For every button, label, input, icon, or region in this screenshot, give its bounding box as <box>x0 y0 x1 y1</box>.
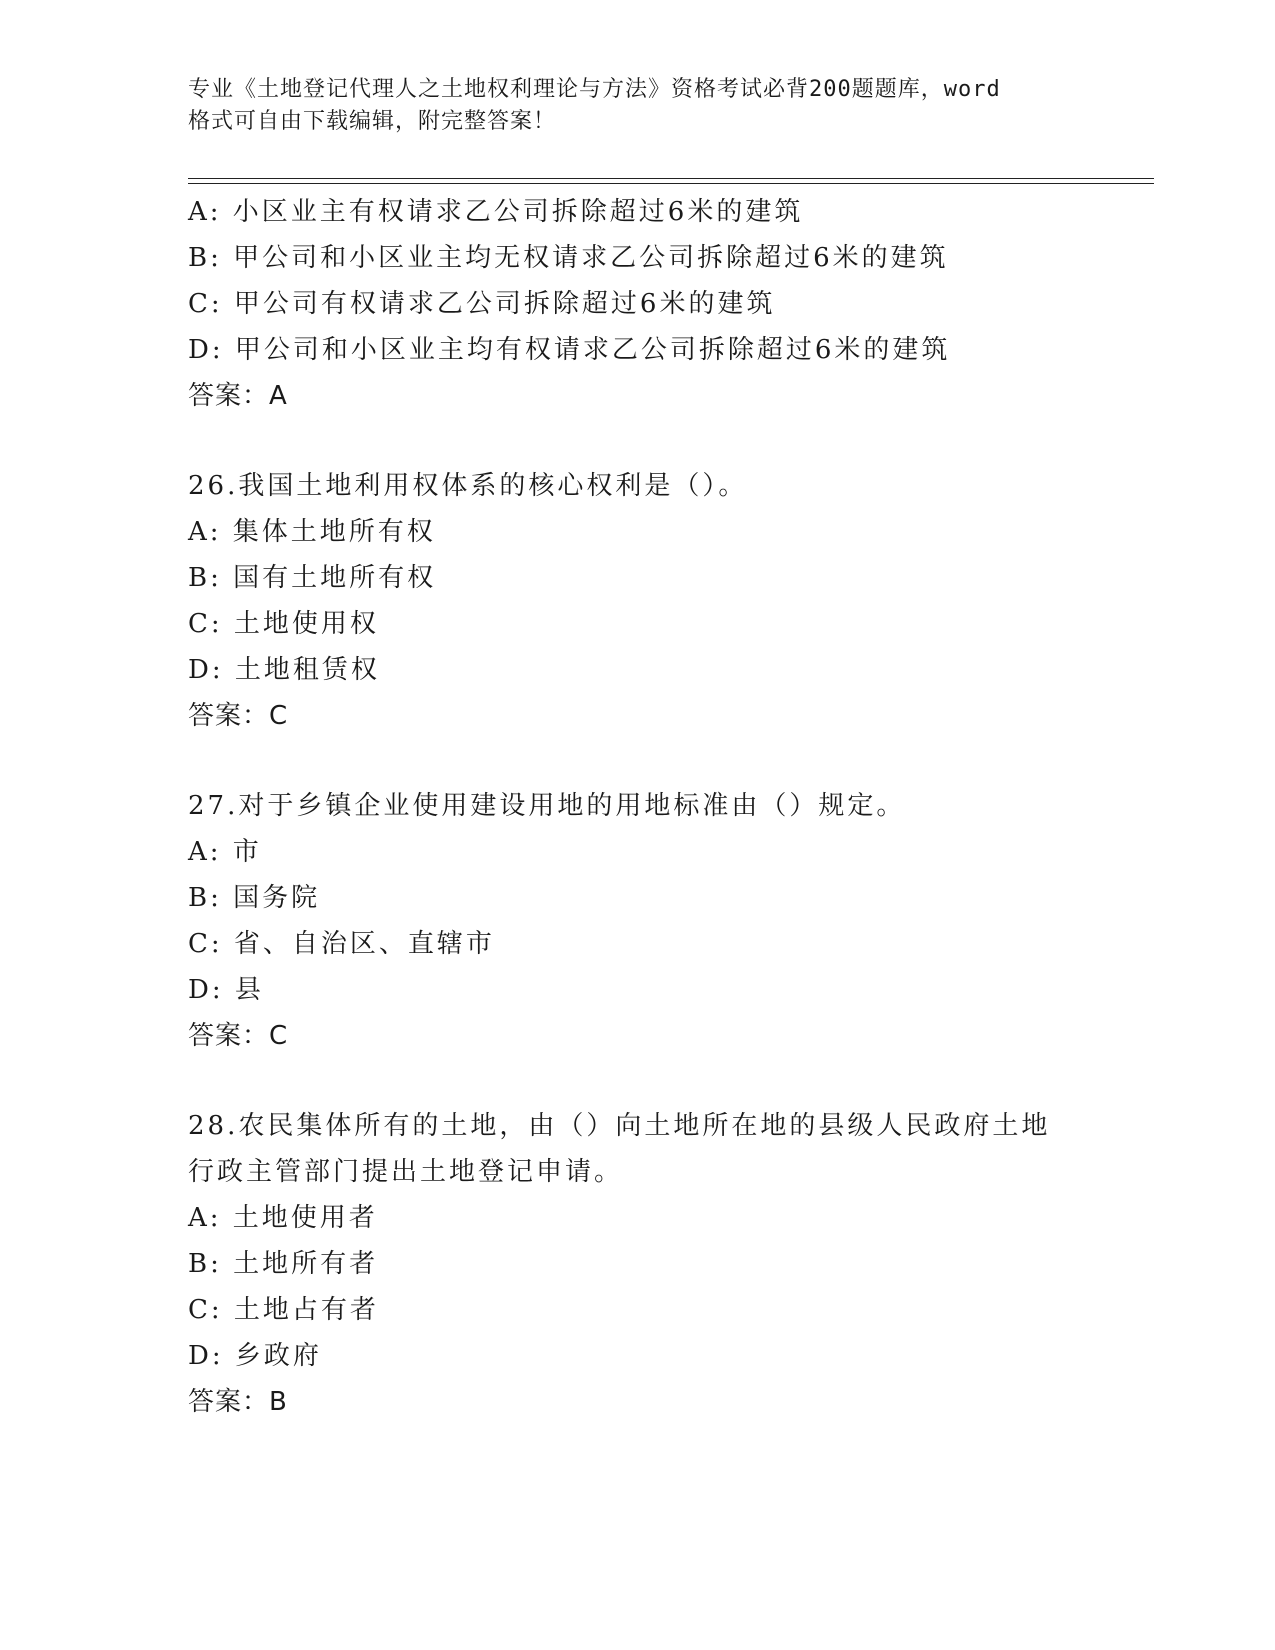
option-c: C: 甲公司有权请求乙公司拆除超过6米的建筑 <box>188 289 776 319</box>
option-d: D: 甲公司和小区业主均有权请求乙公司拆除超过6米的建筑 <box>188 335 951 365</box>
option-c: C: 土地使用权 <box>188 609 379 639</box>
option-a: A: 土地使用者 <box>188 1203 378 1233</box>
option-b: B: 土地所有者 <box>188 1249 379 1279</box>
answer-text: 答案：B <box>188 1387 288 1417</box>
question-block-25 <box>188 189 1088 419</box>
header-title-line-1: 专业《土地登记代理人之土地权利理论与方法》资格考试必背200题题库，word <box>188 77 1001 102</box>
question-block-28 <box>188 1103 1088 1425</box>
option-b: B: 甲公司和小区业主均无权请求乙公司拆除超过6米的建筑 <box>188 243 949 273</box>
header-title-line-2: 格式可自由下载编辑，附完整答案！ <box>188 109 557 134</box>
option-d: D: 乡政府 <box>188 1341 322 1371</box>
question-text: 26.我国土地利用权体系的核心权利是（）。 <box>188 471 748 501</box>
option-d: D: 土地租赁权 <box>188 655 380 685</box>
question-block-26 <box>188 463 1088 739</box>
option-b: B: 国务院 <box>188 883 321 913</box>
spacer <box>188 739 1088 783</box>
answer-text: 答案：A <box>188 381 288 411</box>
header-divider-bottom <box>188 183 1154 184</box>
question-text: 28.农民集体所有的土地，由（）向土地所在地的县级人民政府土地行政主管部门提出土地登记申请。 <box>188 1111 1051 1187</box>
header-divider-top <box>188 178 1154 179</box>
question-block-27 <box>188 783 1088 1059</box>
option-a: A: 小区业主有权请求乙公司拆除超过6米的建筑 <box>188 197 804 227</box>
answer-text: 答案：C <box>188 1021 289 1051</box>
answer-text: 答案：C <box>188 701 289 731</box>
option-a: A: 集体土地所有权 <box>188 517 436 547</box>
option-a: A: 市 <box>188 837 262 867</box>
spacer <box>188 1059 1088 1103</box>
option-d: D: 县 <box>188 975 264 1005</box>
document-header <box>188 74 1068 138</box>
option-b: B: 国有土地所有权 <box>188 563 437 593</box>
option-c: C: 省、自治区、直辖市 <box>188 929 495 959</box>
question-text: 27.对于乡镇企业使用建设用地的用地标准由（）规定。 <box>188 791 906 821</box>
spacer <box>188 419 1088 463</box>
option-c: C: 土地占有者 <box>188 1295 379 1325</box>
question-list <box>188 189 1088 1425</box>
